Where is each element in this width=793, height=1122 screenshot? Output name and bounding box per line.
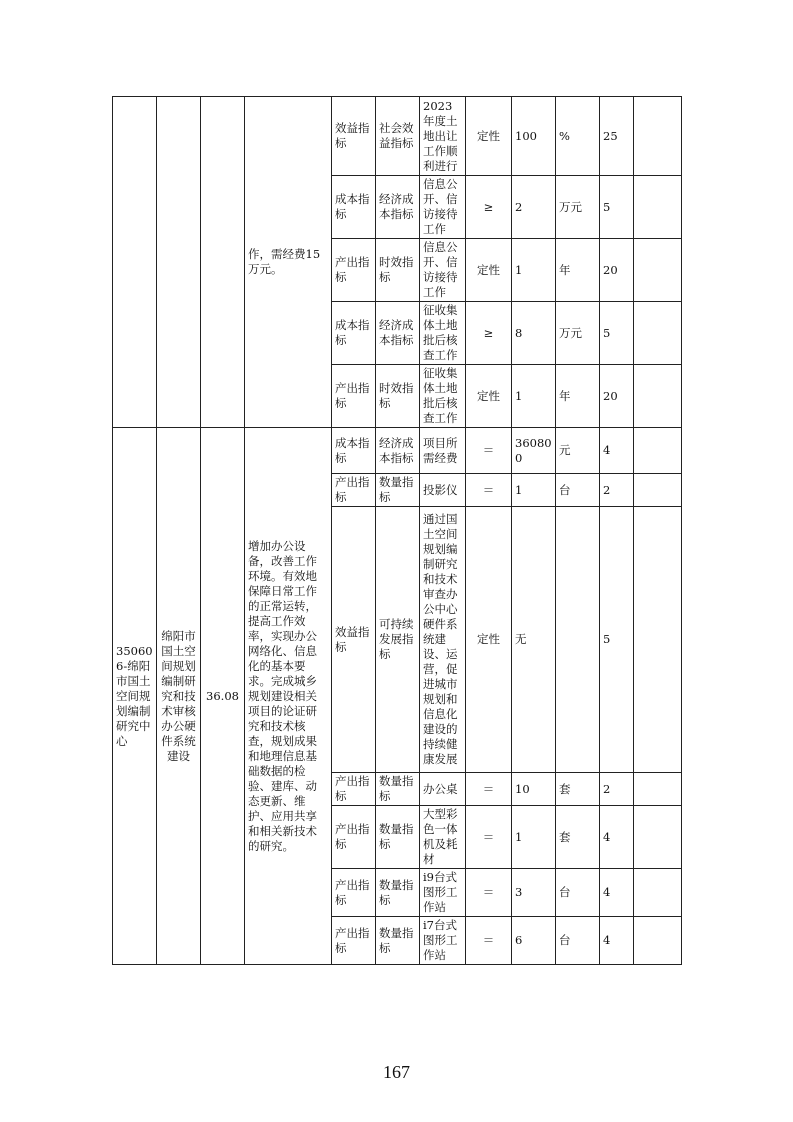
- score-cell: 5: [600, 176, 634, 239]
- indicator-level1: 产出指标: [332, 239, 376, 302]
- comparison-cell: 定性: [466, 507, 512, 773]
- table-row: [113, 428, 682, 474]
- target-value: 1: [512, 806, 556, 869]
- indicator-level2: 数量指标: [376, 806, 420, 869]
- indicator-level3: 信息公开、信访接待工作: [420, 239, 466, 302]
- unit-cell: 台: [556, 474, 600, 507]
- note-cell: [634, 917, 682, 965]
- score-cell: 5: [600, 507, 634, 773]
- target-value: 2: [512, 176, 556, 239]
- target-value: 1: [512, 239, 556, 302]
- page-number: 167: [383, 1062, 410, 1082]
- indicator-level1: 效益指标: [332, 507, 376, 773]
- comparison-cell: ＝: [466, 428, 512, 474]
- note-cell: [634, 869, 682, 917]
- project-code-cell: 350606-绵阳市国土空间规划编制研究中心: [113, 428, 157, 965]
- indicator-level3: 征收集体土地批后核查工作: [420, 302, 466, 365]
- indicator-level2: 社会效益指标: [376, 97, 420, 176]
- note-cell: [634, 507, 682, 773]
- note-cell: [634, 97, 682, 176]
- unit-cell: 年: [556, 365, 600, 428]
- project-funds-cell: 36.08: [201, 428, 245, 965]
- score-cell: 4: [600, 869, 634, 917]
- target-value: 10: [512, 773, 556, 806]
- comparison-cell: ＝: [466, 917, 512, 965]
- indicator-level3: i9台式图形工作站: [420, 869, 466, 917]
- indicator-level2: 经济成本指标: [376, 176, 420, 239]
- unit-cell: %: [556, 97, 600, 176]
- unit-cell: 套: [556, 773, 600, 806]
- score-cell: 20: [600, 239, 634, 302]
- score-cell: 4: [600, 428, 634, 474]
- indicator-level3: 办公桌: [420, 773, 466, 806]
- indicator-level3: 投影仪: [420, 474, 466, 507]
- target-value: 100: [512, 97, 556, 176]
- project-goal-cell: 增加办公设备，改善工作环境。有效地保障日常工作的正常运转，提高工作效率，实现办公网络化、信息化的基本要求。完成城乡规划建设相关项目的论证研究和技术核查，规划成果和地理信息基础数据的检验、建库、动态更新、维护、应用共享和相关新技术的研究。: [245, 428, 332, 965]
- unit-cell: 万元: [556, 302, 600, 365]
- indicator-level2: 经济成本指标: [376, 302, 420, 365]
- target-value: 360800: [512, 428, 556, 474]
- indicator-level2: 数量指标: [376, 474, 420, 507]
- project-funds-cell: [201, 97, 245, 428]
- project-code-cell: [113, 97, 157, 428]
- target-value: 6: [512, 917, 556, 965]
- target-value: 8: [512, 302, 556, 365]
- indicator-level2: 数量指标: [376, 869, 420, 917]
- note-cell: [634, 302, 682, 365]
- indicator-level1: 产出指标: [332, 869, 376, 917]
- project-name-cell: [157, 97, 201, 428]
- indicator-level1: 成本指标: [332, 302, 376, 365]
- unit-cell: 台: [556, 917, 600, 965]
- indicator-level2: 时效指标: [376, 365, 420, 428]
- indicator-level3: 征收集体土地批后核查工作: [420, 365, 466, 428]
- target-value: 1: [512, 365, 556, 428]
- indicator-level3: 信息公开、信访接待工作: [420, 176, 466, 239]
- comparison-cell: ≥: [466, 302, 512, 365]
- target-value: 3: [512, 869, 556, 917]
- indicator-level1: 产出指标: [332, 806, 376, 869]
- score-cell: 4: [600, 806, 634, 869]
- indicator-level3: 2023年度土地出让工作顺利进行: [420, 97, 466, 176]
- comparison-cell: 定性: [466, 239, 512, 302]
- score-cell: 20: [600, 365, 634, 428]
- score-cell: 25: [600, 97, 634, 176]
- score-cell: 5: [600, 302, 634, 365]
- note-cell: [634, 428, 682, 474]
- score-cell: 4: [600, 917, 634, 965]
- indicator-level1: 成本指标: [332, 428, 376, 474]
- indicator-level1: 产出指标: [332, 365, 376, 428]
- indicator-level2: 经济成本指标: [376, 428, 420, 474]
- comparison-cell: 定性: [466, 365, 512, 428]
- note-cell: [634, 773, 682, 806]
- unit-cell: 元: [556, 428, 600, 474]
- indicator-level2: 时效指标: [376, 239, 420, 302]
- indicator-level2: 数量指标: [376, 917, 420, 965]
- unit-cell: [556, 507, 600, 773]
- unit-cell: 万元: [556, 176, 600, 239]
- comparison-cell: ＝: [466, 773, 512, 806]
- target-value: 1: [512, 474, 556, 507]
- score-cell: 2: [600, 474, 634, 507]
- indicator-level3: 通过国土空间规划编制研究和技术审查办公中心硬件系统建设、运营，促进城市规划和信息化建设的持续健康发展: [420, 507, 466, 773]
- performance-table: [112, 96, 682, 965]
- comparison-cell: ≥: [466, 176, 512, 239]
- indicator-level3: 项目所需经费: [420, 428, 466, 474]
- project-name-cell: 绵阳市国土空间规划编制研究和技术审核办公硬件系统建设: [157, 428, 201, 965]
- indicator-level1: 效益指标: [332, 97, 376, 176]
- note-cell: [634, 239, 682, 302]
- indicator-level3: 大型彩色一体机及耗材: [420, 806, 466, 869]
- project-goal-cell: 作，需经费15万元。: [245, 97, 332, 428]
- comparison-cell: ＝: [466, 869, 512, 917]
- indicator-level2: 可持续发展指标: [376, 507, 420, 773]
- indicator-level2: 数量指标: [376, 773, 420, 806]
- note-cell: [634, 474, 682, 507]
- note-cell: [634, 365, 682, 428]
- note-cell: [634, 176, 682, 239]
- score-cell: 2: [600, 773, 634, 806]
- target-value: 无: [512, 507, 556, 773]
- indicator-level1: 产出指标: [332, 474, 376, 507]
- comparison-cell: 定性: [466, 97, 512, 176]
- unit-cell: 套: [556, 806, 600, 869]
- indicator-level1: 产出指标: [332, 917, 376, 965]
- indicator-level1: 成本指标: [332, 176, 376, 239]
- note-cell: [634, 806, 682, 869]
- indicator-level3: i7台式图形工作站: [420, 917, 466, 965]
- comparison-cell: ＝: [466, 474, 512, 507]
- unit-cell: 年: [556, 239, 600, 302]
- indicator-level1: 产出指标: [332, 773, 376, 806]
- unit-cell: 台: [556, 869, 600, 917]
- comparison-cell: ＝: [466, 806, 512, 869]
- table-row: [113, 97, 682, 176]
